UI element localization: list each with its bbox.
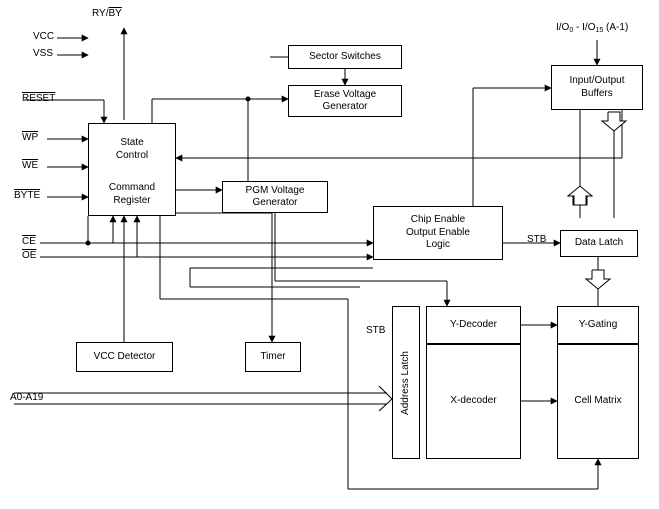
- block-label-register: Register: [113, 194, 151, 206]
- label-ry-by: $RY/\overline{BY}$: [92, 8, 122, 19]
- block-label-vcc-detector: VCC Detector: [93, 350, 156, 362]
- label-stb-right: STB: [527, 234, 547, 245]
- block-y-gating: [557, 306, 639, 344]
- label-address-bus: A0-A19: [10, 392, 44, 403]
- block-label-state: State: [120, 137, 144, 148]
- block-data-latch: [560, 230, 638, 257]
- block-label-cell-matrix: Cell Matrix: [574, 395, 622, 407]
- block-label-x-decoder: X-decoder: [450, 395, 497, 407]
- label-reset: RESET: [22, 93, 56, 104]
- block-x-decoder: [426, 344, 521, 459]
- block-erase-voltage-generator: [288, 85, 402, 117]
- label-vss: VSS: [33, 48, 54, 59]
- label-byte: BYTE: [14, 190, 41, 201]
- block-label-erase-voltage: Erase Voltage: [313, 88, 377, 100]
- block-address-latch: [392, 306, 420, 459]
- label-we: $\overline{WE}$: [22, 160, 39, 171]
- block-label-data-latch: Data Latch: [574, 237, 624, 249]
- block-label-pgm-voltage-2: Generator: [252, 197, 298, 208]
- block-label-chip-enable: Chip Enable: [410, 214, 466, 226]
- block-label-timer: Timer: [260, 350, 286, 362]
- label-oe: $\overline{OE}$: [22, 250, 37, 261]
- block-pgm-voltage-generator: [222, 181, 328, 213]
- block-label-address-latch: Address Latch: [399, 350, 411, 415]
- block-label-y-gating: Y-Gating: [578, 318, 618, 330]
- block-cell-matrix: [557, 344, 639, 459]
- block-sector-switches: [288, 45, 402, 69]
- label-wp: $\overline{WP}$: [22, 132, 39, 143]
- block-state-control-command-register: [88, 123, 176, 216]
- block-label-logic: Logic: [426, 239, 450, 251]
- label-vcc: VCC: [33, 31, 55, 42]
- block-label-sector-switches: Sector Switches: [309, 50, 381, 62]
- block-label-io-buffers-2: Buffers: [581, 87, 613, 99]
- block-label-control: Control: [115, 149, 149, 161]
- block-label-io-buffers: Input/Output: [569, 75, 625, 86]
- block-vcc-detector: [76, 342, 173, 372]
- label-io-bus: $I/O_0 - I/O_{15}$ (A-1): [556, 22, 629, 34]
- label-stb-left: STB: [366, 325, 386, 336]
- block-timer: [245, 342, 301, 372]
- label-ce: $\overline{CE}$: [22, 236, 36, 247]
- block-label-output-enable: Output Enable: [406, 226, 470, 238]
- block-y-decoder: [426, 306, 521, 344]
- block-label-erase-voltage-2: Generator: [322, 101, 368, 112]
- block-label-command: Command: [108, 182, 156, 193]
- block-label-pgm-voltage: PGM Voltage: [245, 184, 305, 196]
- block-input-output-buffers: [551, 65, 643, 110]
- block-label-y-decoder: Y-Decoder: [450, 318, 497, 330]
- block-chip-enable-output-enable-logic: [373, 206, 503, 260]
